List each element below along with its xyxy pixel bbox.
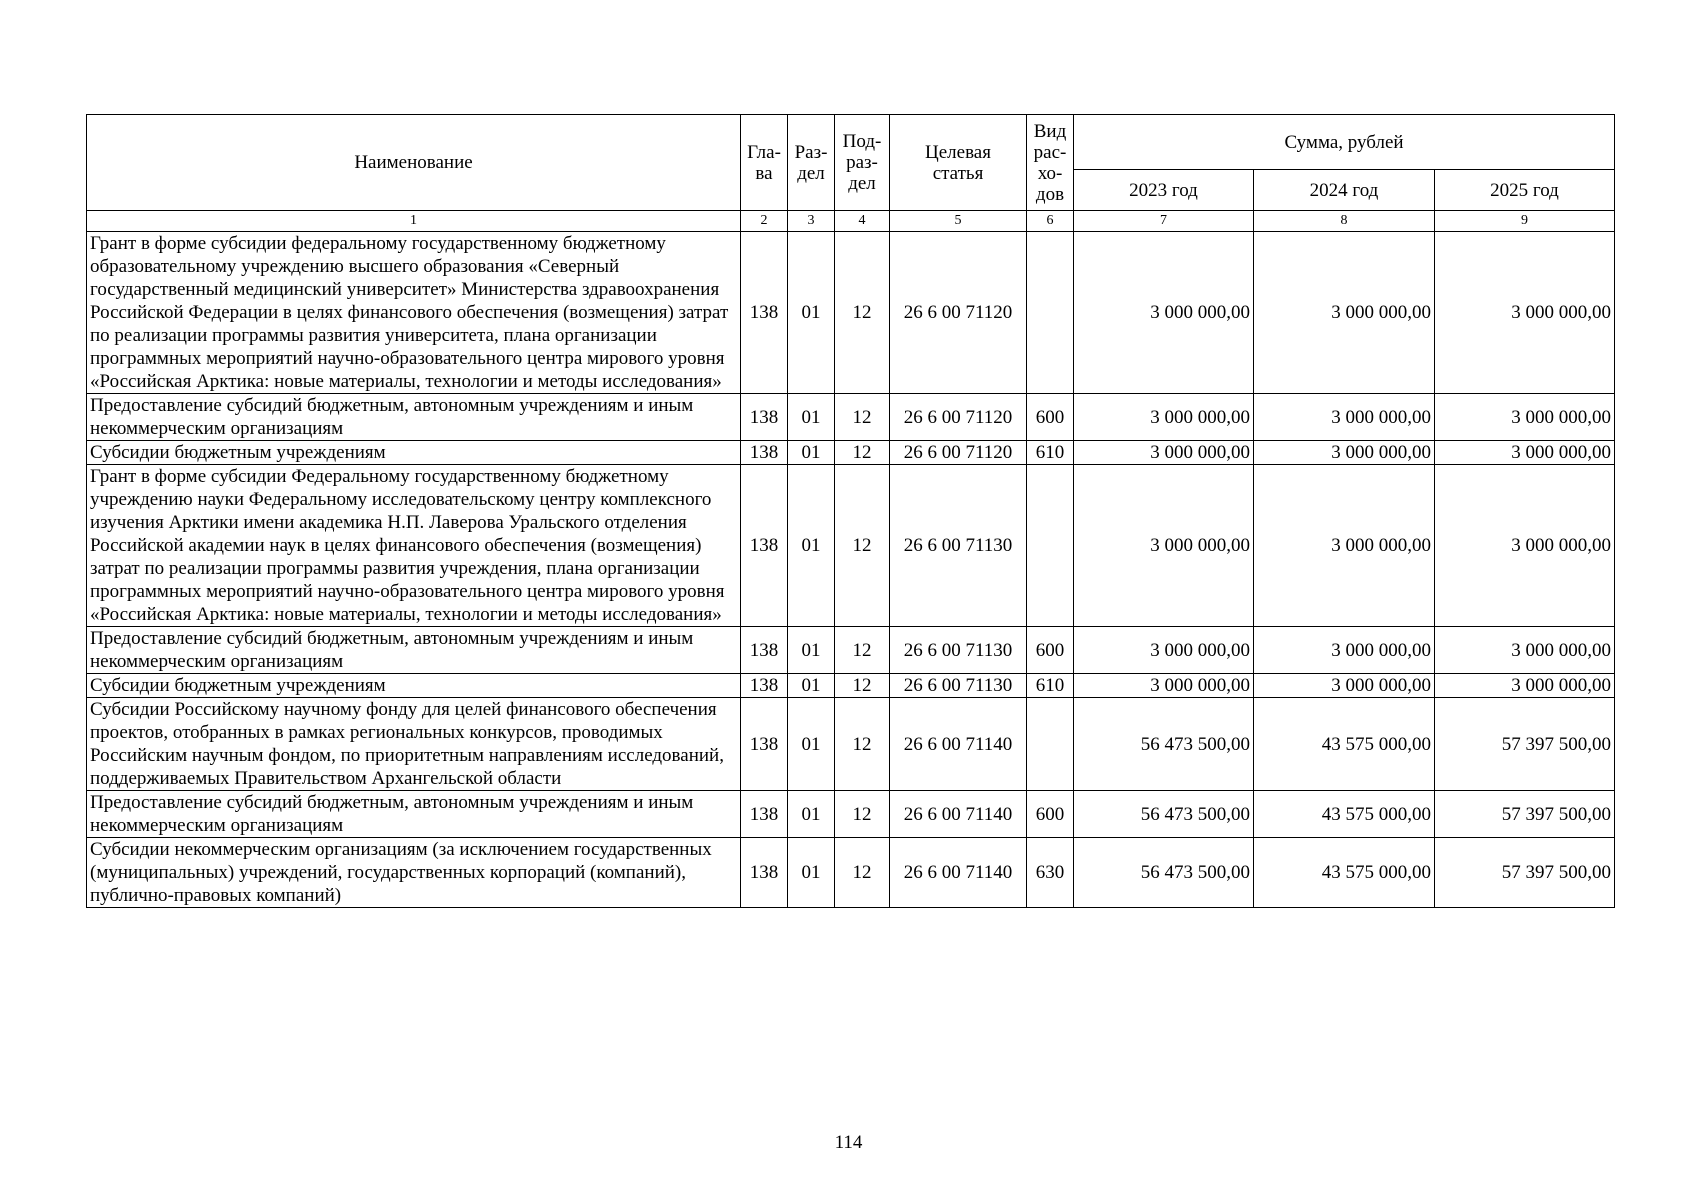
row-amount-2024: 43 575 000,00	[1254, 698, 1435, 791]
row-chapter: 138	[741, 465, 788, 627]
row-target-article: 26 6 00 71140	[890, 791, 1027, 838]
row-chapter: 138	[741, 627, 788, 674]
table-row	[87, 791, 1615, 838]
header-year-2025: 2025 год	[1435, 170, 1615, 211]
header-section: Раз- дел	[788, 115, 835, 211]
column-number: 2	[741, 211, 788, 232]
header-expense-type: Вид рас- хо- дов	[1027, 115, 1074, 211]
row-subsection: 12	[835, 627, 890, 674]
row-name: Субсидии некоммерческим организациям (за исключением государственных (муниципальных) учреждений, государственных корпораций (компаний), публично-правовых компаний)	[87, 838, 741, 908]
row-subsection: 12	[835, 441, 890, 465]
column-number-row	[87, 211, 1615, 232]
row-target-article: 26 6 00 71140	[890, 838, 1027, 908]
row-amount-2024: 43 575 000,00	[1254, 791, 1435, 838]
row-expense-type: 630	[1027, 838, 1074, 908]
row-amount-2024: 3 000 000,00	[1254, 674, 1435, 698]
row-amount-2025: 3 000 000,00	[1435, 674, 1615, 698]
row-section: 01	[788, 698, 835, 791]
header-amount: Сумма, рублей	[1074, 115, 1615, 170]
row-expense-type: 600	[1027, 627, 1074, 674]
row-target-article: 26 6 00 71140	[890, 698, 1027, 791]
row-expense-type	[1027, 698, 1074, 791]
header-year-2023: 2023 год	[1074, 170, 1254, 211]
row-section: 01	[788, 232, 835, 394]
page-number: 114	[834, 1132, 863, 1153]
row-chapter: 138	[741, 674, 788, 698]
header-year-2024: 2024 год	[1254, 170, 1435, 211]
row-name: Субсидии Российскому научному фонду для целей финансового обеспечения проектов, отобранных в рамках региональных конкурсов, проводимых Российским научным фондом, по приоритетным направлениям исследований, поддерживаемых Правительством Архангельской области	[87, 698, 741, 791]
row-amount-2025: 3 000 000,00	[1435, 394, 1615, 441]
row-subsection: 12	[835, 674, 890, 698]
budget-table	[86, 114, 1615, 908]
row-expense-type: 600	[1027, 791, 1074, 838]
table-row	[87, 698, 1615, 791]
table-row	[87, 441, 1615, 465]
row-section: 01	[788, 791, 835, 838]
row-amount-2023: 3 000 000,00	[1074, 674, 1254, 698]
row-section: 01	[788, 394, 835, 441]
row-target-article: 26 6 00 71130	[890, 465, 1027, 627]
header-target-article: Целевая статья	[890, 115, 1027, 211]
row-subsection: 12	[835, 791, 890, 838]
row-amount-2024: 3 000 000,00	[1254, 232, 1435, 394]
row-name: Грант в форме субсидии федеральному государственному бюджетному образовательному учреждению высшего образования «Северный государственный медицинский университет» Министерства здравоохранения Российской Федерации в целях финансового обеспечения (возмещения) затрат по реализации программы развития университета, плана организации программных мероприятий научно-образовательного центра мирового уровня «Российская Арктика: новые материалы, технологии и методы исследования»	[87, 232, 741, 394]
row-section: 01	[788, 441, 835, 465]
column-number: 6	[1027, 211, 1074, 232]
row-subsection: 12	[835, 465, 890, 627]
row-chapter: 138	[741, 791, 788, 838]
table-row	[87, 627, 1615, 674]
table-row	[87, 394, 1615, 441]
row-target-article: 26 6 00 71120	[890, 394, 1027, 441]
column-number: 1	[87, 211, 741, 232]
row-amount-2023: 3 000 000,00	[1074, 465, 1254, 627]
column-number: 5	[890, 211, 1027, 232]
row-amount-2025: 3 000 000,00	[1435, 441, 1615, 465]
row-target-article: 26 6 00 71130	[890, 674, 1027, 698]
table-body	[87, 232, 1615, 908]
row-subsection: 12	[835, 698, 890, 791]
row-expense-type	[1027, 465, 1074, 627]
row-subsection: 12	[835, 394, 890, 441]
row-target-article: 26 6 00 71120	[890, 441, 1027, 465]
table-row	[87, 465, 1615, 627]
row-amount-2023: 3 000 000,00	[1074, 394, 1254, 441]
header-chapter: Гла- ва	[741, 115, 788, 211]
row-amount-2024: 3 000 000,00	[1254, 441, 1435, 465]
row-target-article: 26 6 00 71120	[890, 232, 1027, 394]
table-row	[87, 232, 1615, 394]
row-target-article: 26 6 00 71130	[890, 627, 1027, 674]
row-name: Грант в форме субсидии Федеральному государственному бюджетному учреждению науки Федеральному исследовательскому центру комплексного изучения Арктики имени академика Н.П. Лаверова Уральского отделения Российской академии наук в целях финансового обеспечения (возмещения) затрат по реализации программы развития учреждения, плана организации программных мероприятий научно-образовательного центра мирового уровня «Российская Арктика: новые материалы, технологии и методы исследования»	[87, 465, 741, 627]
row-amount-2025: 57 397 500,00	[1435, 791, 1615, 838]
column-number: 7	[1074, 211, 1254, 232]
column-number: 8	[1254, 211, 1435, 232]
row-chapter: 138	[741, 838, 788, 908]
row-expense-type	[1027, 232, 1074, 394]
table-row	[87, 838, 1615, 908]
row-amount-2024: 3 000 000,00	[1254, 465, 1435, 627]
row-amount-2024: 43 575 000,00	[1254, 838, 1435, 908]
row-chapter: 138	[741, 698, 788, 791]
row-name: Субсидии бюджетным учреждениям	[87, 674, 741, 698]
row-amount-2025: 57 397 500,00	[1435, 838, 1615, 908]
row-name: Субсидии бюджетным учреждениям	[87, 441, 741, 465]
row-amount-2024: 3 000 000,00	[1254, 394, 1435, 441]
row-section: 01	[788, 674, 835, 698]
row-amount-2023: 56 473 500,00	[1074, 838, 1254, 908]
column-number: 4	[835, 211, 890, 232]
row-amount-2023: 3 000 000,00	[1074, 232, 1254, 394]
row-name: Предоставление субсидий бюджетным, автономным учреждениям и иным некоммерческим организациям	[87, 791, 741, 838]
row-amount-2024: 3 000 000,00	[1254, 627, 1435, 674]
row-subsection: 12	[835, 838, 890, 908]
column-number: 3	[788, 211, 835, 232]
header-subsection: Под- раз- дел	[835, 115, 890, 211]
table-row	[87, 674, 1615, 698]
header-name: Наименование	[87, 115, 741, 211]
row-amount-2025: 57 397 500,00	[1435, 698, 1615, 791]
row-amount-2023: 3 000 000,00	[1074, 441, 1254, 465]
row-amount-2023: 56 473 500,00	[1074, 698, 1254, 791]
row-chapter: 138	[741, 441, 788, 465]
row-chapter: 138	[741, 232, 788, 394]
row-amount-2025: 3 000 000,00	[1435, 627, 1615, 674]
row-amount-2025: 3 000 000,00	[1435, 232, 1615, 394]
row-section: 01	[788, 465, 835, 627]
row-name: Предоставление субсидий бюджетным, автономным учреждениям и иным некоммерческим организациям	[87, 394, 741, 441]
table-header	[87, 115, 1615, 232]
row-expense-type: 610	[1027, 441, 1074, 465]
row-chapter: 138	[741, 394, 788, 441]
row-section: 01	[788, 627, 835, 674]
column-number: 9	[1435, 211, 1615, 232]
row-amount-2023: 56 473 500,00	[1074, 791, 1254, 838]
row-expense-type: 600	[1027, 394, 1074, 441]
row-section: 01	[788, 838, 835, 908]
row-subsection: 12	[835, 232, 890, 394]
row-amount-2025: 3 000 000,00	[1435, 465, 1615, 627]
row-name: Предоставление субсидий бюджетным, автономным учреждениям и иным некоммерческим организациям	[87, 627, 741, 674]
row-expense-type: 610	[1027, 674, 1074, 698]
row-amount-2023: 3 000 000,00	[1074, 627, 1254, 674]
